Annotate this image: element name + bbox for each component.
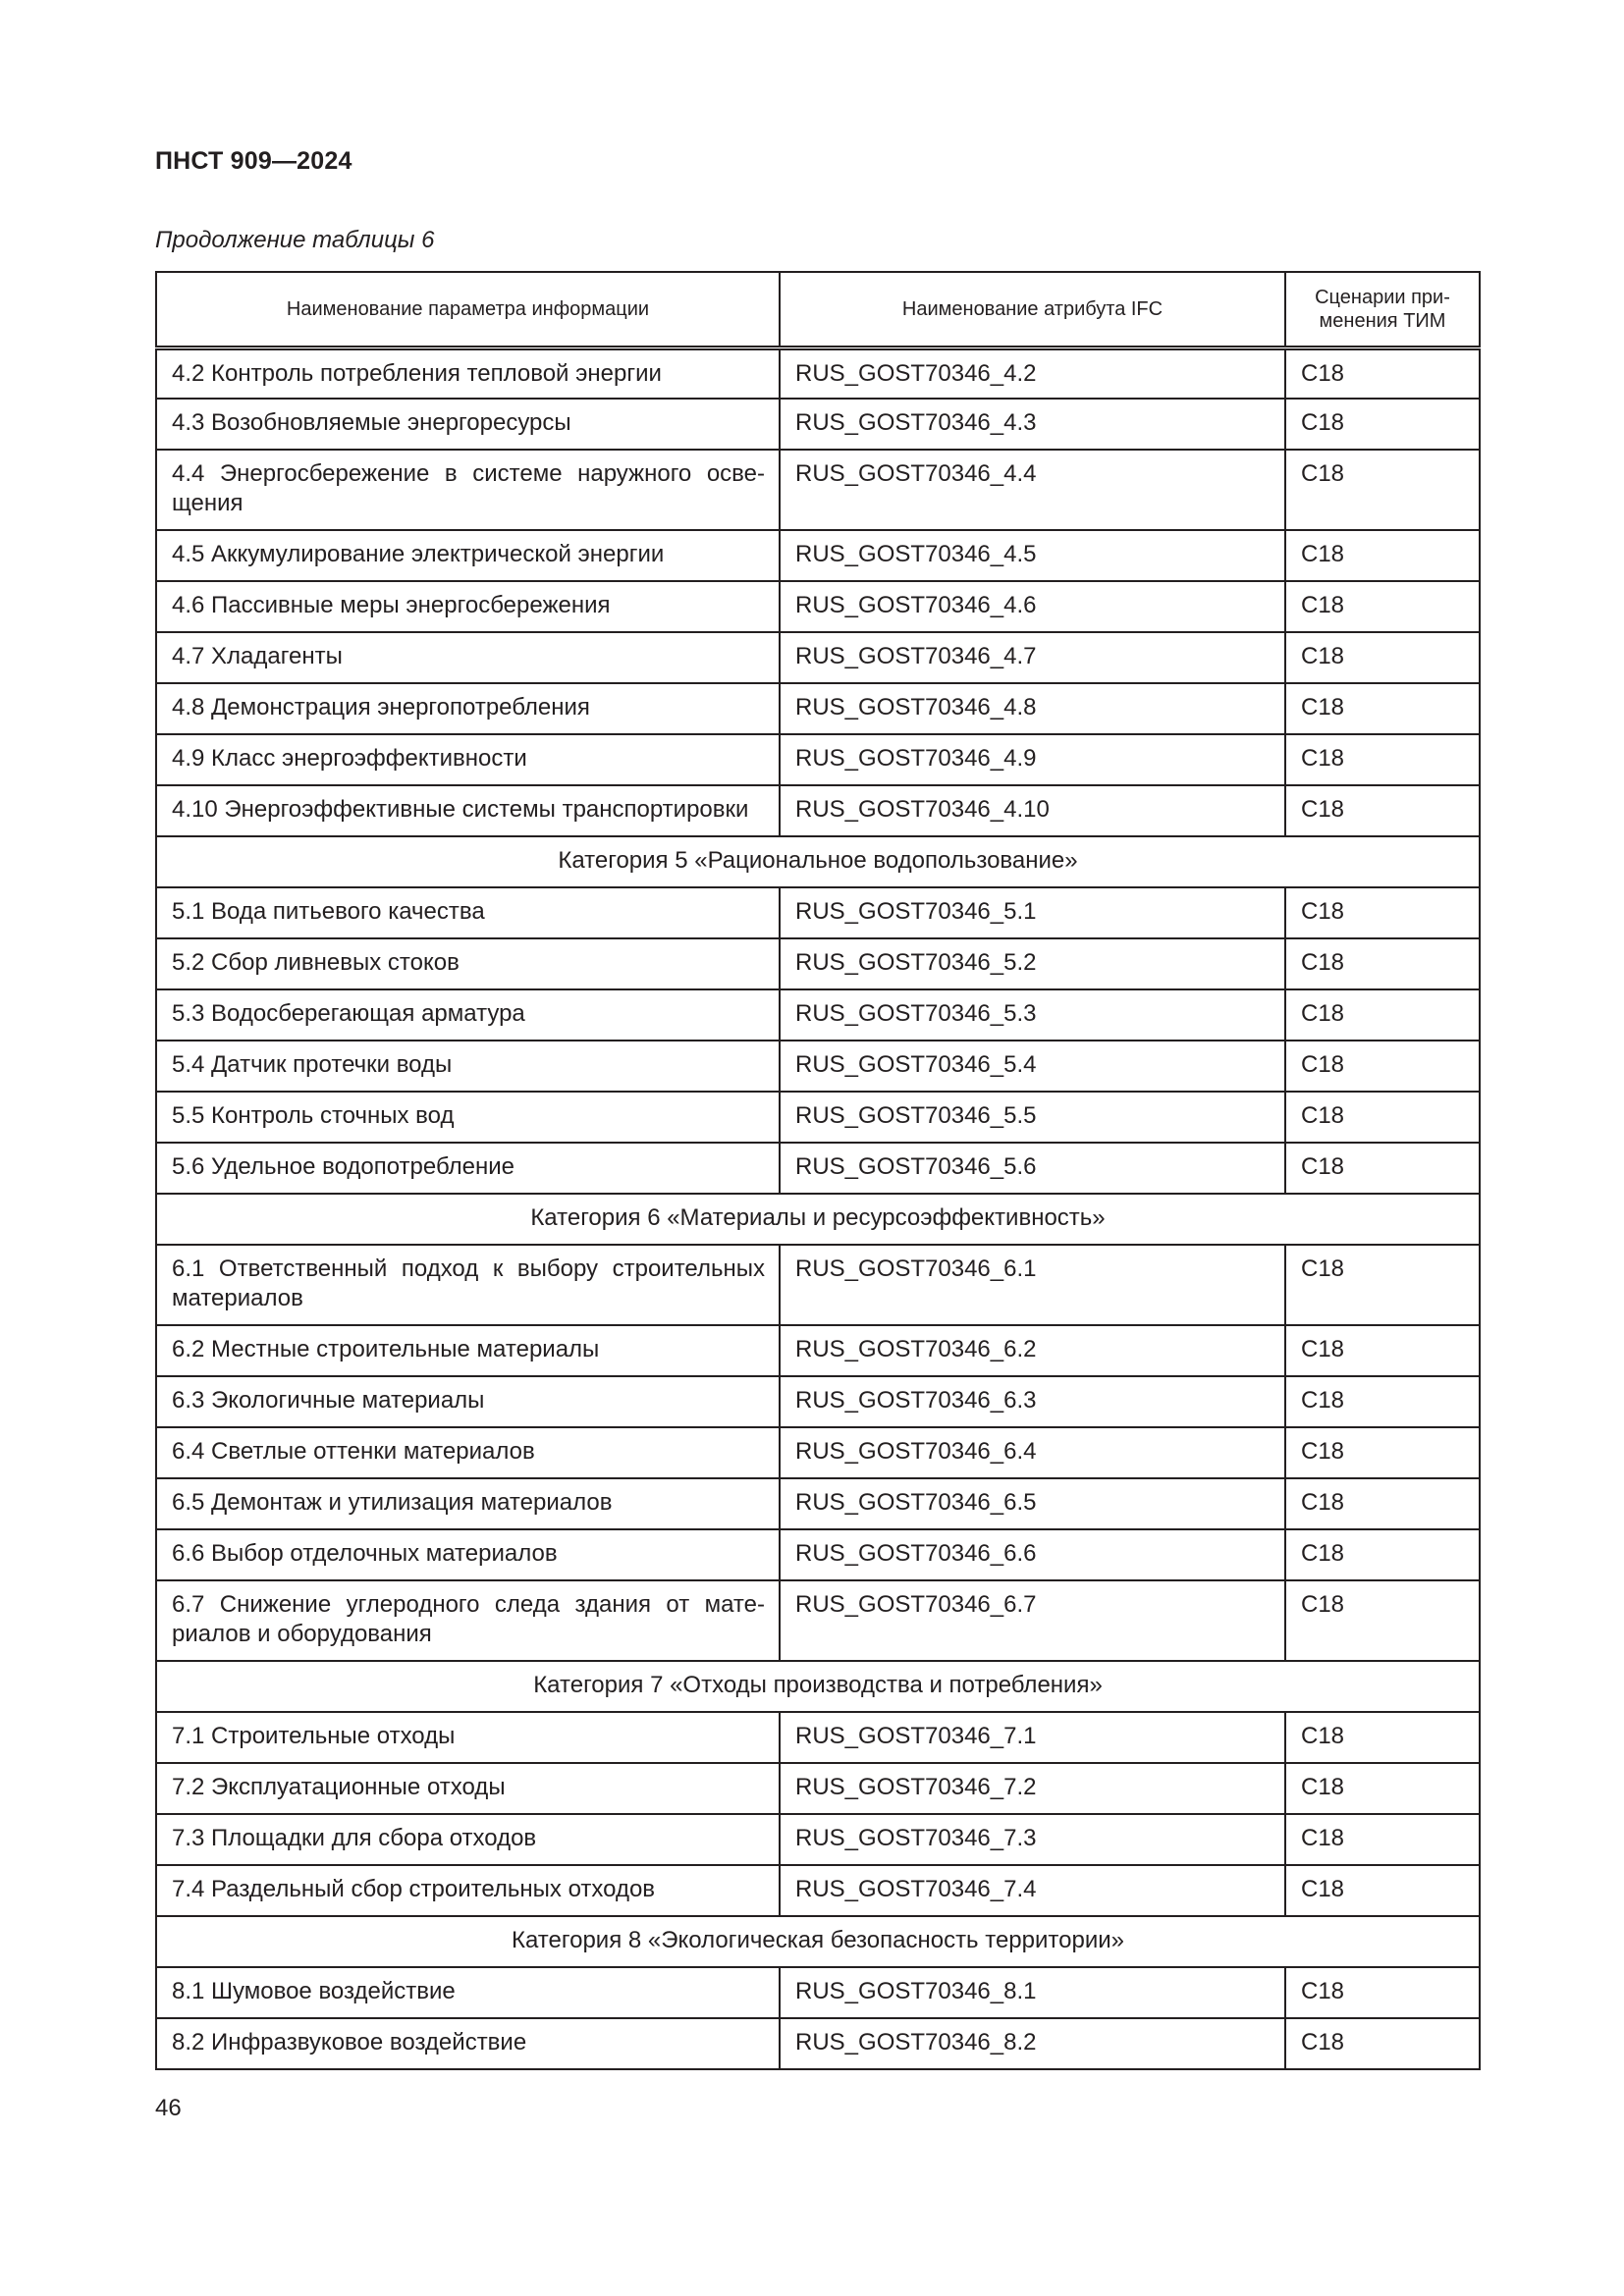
table-continuation-caption: Продолжение таблицы 6: [155, 227, 435, 253]
scenario-cell: C18: [1285, 347, 1480, 399]
ifc-attribute-cell: RUS_GOST70346_4.4: [780, 450, 1285, 530]
scenario-cell: C18: [1285, 1529, 1480, 1580]
table-row: [156, 1041, 1480, 1092]
ifc-attribute-cell: RUS_GOST70346_5.4: [780, 1041, 1285, 1092]
scenario-cell: C18: [1285, 1245, 1480, 1325]
ifc-attribute-cell: RUS_GOST70346_4.3: [780, 399, 1285, 450]
table-row: [156, 1712, 1480, 1763]
parameter-cell: 8.1 Шумовое воздействие: [156, 1967, 780, 2018]
scenario-cell: C18: [1285, 1143, 1480, 1194]
category-heading: Категория 8 «Экологическая безопасность территории»: [156, 1916, 1480, 1967]
scenario-cell: C18: [1285, 1478, 1480, 1529]
scenario-cell: C18: [1285, 785, 1480, 836]
ifc-attribute-cell: RUS_GOST70346_4.7: [780, 632, 1285, 683]
scenario-cell: C18: [1285, 1814, 1480, 1865]
category-heading: Категория 5 «Рациональное водопользование»: [156, 836, 1480, 887]
table-row: [156, 1143, 1480, 1194]
ifc-attribute-cell: RUS_GOST70346_4.6: [780, 581, 1285, 632]
parameter-cell: 7.3 Площадки для сбора отходов: [156, 1814, 780, 1865]
table-row: [156, 1478, 1480, 1529]
table-row: [156, 1092, 1480, 1143]
ifc-attribute-cell: RUS_GOST70346_7.2: [780, 1763, 1285, 1814]
category-heading: Категория 7 «Отходы производства и потребления»: [156, 1661, 1480, 1712]
column-header-scenarios-text: Сценарии при- менения ТИМ: [1315, 286, 1450, 332]
scenario-cell: C18: [1285, 1092, 1480, 1143]
table-row: [156, 887, 1480, 938]
scenario-cell: C18: [1285, 1712, 1480, 1763]
scenario-cell: C18: [1285, 581, 1480, 632]
table-row: [156, 1245, 1480, 1325]
ifc-attribute-cell: RUS_GOST70346_4.5: [780, 530, 1285, 581]
parameter-cell: 5.2 Сбор ливневых стоков: [156, 938, 780, 989]
column-header-ifc-attribute: Наименование атрибута IFC: [780, 272, 1285, 347]
scenario-cell: C18: [1285, 530, 1480, 581]
parameter-cell: 6.2 Местные строительные материалы: [156, 1325, 780, 1376]
table-row: [156, 581, 1480, 632]
parameter-cell: 8.2 Инфразвуковое воздействие: [156, 2018, 780, 2069]
table-row: [156, 632, 1480, 683]
parameter-cell: 5.1 Вода питьевого качества: [156, 887, 780, 938]
ifc-attribute-cell: RUS_GOST70346_4.8: [780, 683, 1285, 734]
scenario-cell: C18: [1285, 1763, 1480, 1814]
ifc-attribute-cell: RUS_GOST70346_4.10: [780, 785, 1285, 836]
ifc-attribute-cell: RUS_GOST70346_7.1: [780, 1712, 1285, 1763]
ifc-attribute-cell: RUS_GOST70346_5.6: [780, 1143, 1285, 1194]
table-row: [156, 1580, 1480, 1661]
table-row: [156, 938, 1480, 989]
page-number: 46: [155, 2095, 182, 2121]
parameter-cell: 6.4 Светлые оттенки материалов: [156, 1427, 780, 1478]
scenario-cell: C18: [1285, 938, 1480, 989]
ifc-attribute-cell: RUS_GOST70346_5.2: [780, 938, 1285, 989]
parameter-cell: 4.7 Хладагенты: [156, 632, 780, 683]
parameter-cell: 4.3 Возобновляемые энергоресурсы: [156, 399, 780, 450]
scenario-cell: C18: [1285, 1967, 1480, 2018]
table-row: [156, 734, 1480, 785]
table-row: [156, 1325, 1480, 1376]
table-row: [156, 1763, 1480, 1814]
scenario-cell: C18: [1285, 734, 1480, 785]
attributes-table: [155, 271, 1481, 2070]
scenario-cell: C18: [1285, 1041, 1480, 1092]
ifc-attribute-cell: RUS_GOST70346_5.1: [780, 887, 1285, 938]
table-row: [156, 989, 1480, 1041]
parameter-cell: 6.7 Снижение углеродного следа здания от мате-риалов и оборудования: [156, 1580, 780, 1661]
table-row: [156, 1376, 1480, 1427]
parameter-cell: 4.5 Аккумулирование электрической энергии: [156, 530, 780, 581]
ifc-attribute-cell: RUS_GOST70346_4.2: [780, 347, 1285, 399]
parameter-cell: 7.2 Эксплуатационные отходы: [156, 1763, 780, 1814]
category-row: [156, 1661, 1480, 1712]
table-row: [156, 1427, 1480, 1478]
table-row: [156, 347, 1480, 399]
scenario-cell: C18: [1285, 887, 1480, 938]
parameter-cell: 6.6 Выбор отделочных материалов: [156, 1529, 780, 1580]
parameter-cell: 4.6 Пассивные меры энергосбережения: [156, 581, 780, 632]
table-row: [156, 1814, 1480, 1865]
table-row: [156, 399, 1480, 450]
parameter-cell: 6.5 Демонтаж и утилизация материалов: [156, 1478, 780, 1529]
ifc-attribute-cell: RUS_GOST70346_7.4: [780, 1865, 1285, 1916]
table-row: [156, 2018, 1480, 2069]
ifc-attribute-cell: RUS_GOST70346_5.3: [780, 989, 1285, 1041]
scenario-cell: C18: [1285, 450, 1480, 530]
parameter-cell: 6.3 Экологичные материалы: [156, 1376, 780, 1427]
category-heading: Категория 6 «Материалы и ресурсоэффективность»: [156, 1194, 1480, 1245]
parameter-cell: 4.9 Класс энергоэффективности: [156, 734, 780, 785]
scenario-cell: C18: [1285, 1325, 1480, 1376]
parameter-cell: 4.10 Энергоэффективные системы транспортировки: [156, 785, 780, 836]
ifc-attribute-cell: RUS_GOST70346_6.2: [780, 1325, 1285, 1376]
ifc-attribute-cell: RUS_GOST70346_8.2: [780, 2018, 1285, 2069]
table-body: [156, 347, 1480, 2069]
ifc-attribute-cell: RUS_GOST70346_4.9: [780, 734, 1285, 785]
ifc-attribute-cell: RUS_GOST70346_6.5: [780, 1478, 1285, 1529]
table-row: [156, 1967, 1480, 2018]
category-row: [156, 836, 1480, 887]
column-header-parameter: Наименование параметра информации: [156, 272, 780, 347]
table-row: [156, 530, 1480, 581]
ifc-attribute-cell: RUS_GOST70346_7.3: [780, 1814, 1285, 1865]
ifc-attribute-cell: RUS_GOST70346_6.4: [780, 1427, 1285, 1478]
scenario-cell: C18: [1285, 2018, 1480, 2069]
parameter-cell: 4.2 Контроль потребления тепловой энергии: [156, 347, 780, 399]
parameter-cell: 7.1 Строительные отходы: [156, 1712, 780, 1763]
scenario-cell: C18: [1285, 632, 1480, 683]
document-code: ПНСТ 909—2024: [155, 147, 352, 175]
ifc-attribute-cell: RUS_GOST70346_5.5: [780, 1092, 1285, 1143]
table-row: [156, 1865, 1480, 1916]
parameter-cell: 4.8 Демонстрация энергопотребления: [156, 683, 780, 734]
ifc-attribute-cell: RUS_GOST70346_8.1: [780, 1967, 1285, 2018]
scenario-cell: C18: [1285, 1580, 1480, 1661]
ifc-attribute-cell: RUS_GOST70346_6.7: [780, 1580, 1285, 1661]
parameter-cell: 5.5 Контроль сточных вод: [156, 1092, 780, 1143]
table-row: [156, 785, 1480, 836]
scenario-cell: C18: [1285, 1376, 1480, 1427]
table-header-row: [156, 272, 1480, 347]
table-row: [156, 683, 1480, 734]
category-row: [156, 1916, 1480, 1967]
parameter-cell: 6.1 Ответственный подход к выбору строительных материалов: [156, 1245, 780, 1325]
column-header-scenarios: [1285, 272, 1480, 347]
ifc-attribute-cell: RUS_GOST70346_6.3: [780, 1376, 1285, 1427]
scenario-cell: C18: [1285, 1427, 1480, 1478]
parameter-cell: 5.4 Датчик протечки воды: [156, 1041, 780, 1092]
scenario-cell: C18: [1285, 399, 1480, 450]
scenario-cell: C18: [1285, 683, 1480, 734]
parameter-cell: 4.4 Энергосбережение в системе наружного осве-щения: [156, 450, 780, 530]
ifc-attribute-cell: RUS_GOST70346_6.6: [780, 1529, 1285, 1580]
ifc-attribute-cell: RUS_GOST70346_6.1: [780, 1245, 1285, 1325]
parameter-cell: 5.3 Водосберегающая арматура: [156, 989, 780, 1041]
category-row: [156, 1194, 1480, 1245]
table-row: [156, 1529, 1480, 1580]
parameter-cell: 7.4 Раздельный сбор строительных отходов: [156, 1865, 780, 1916]
table-row: [156, 450, 1480, 530]
scenario-cell: C18: [1285, 1865, 1480, 1916]
scenario-cell: C18: [1285, 989, 1480, 1041]
parameter-cell: 5.6 Удельное водопотребление: [156, 1143, 780, 1194]
